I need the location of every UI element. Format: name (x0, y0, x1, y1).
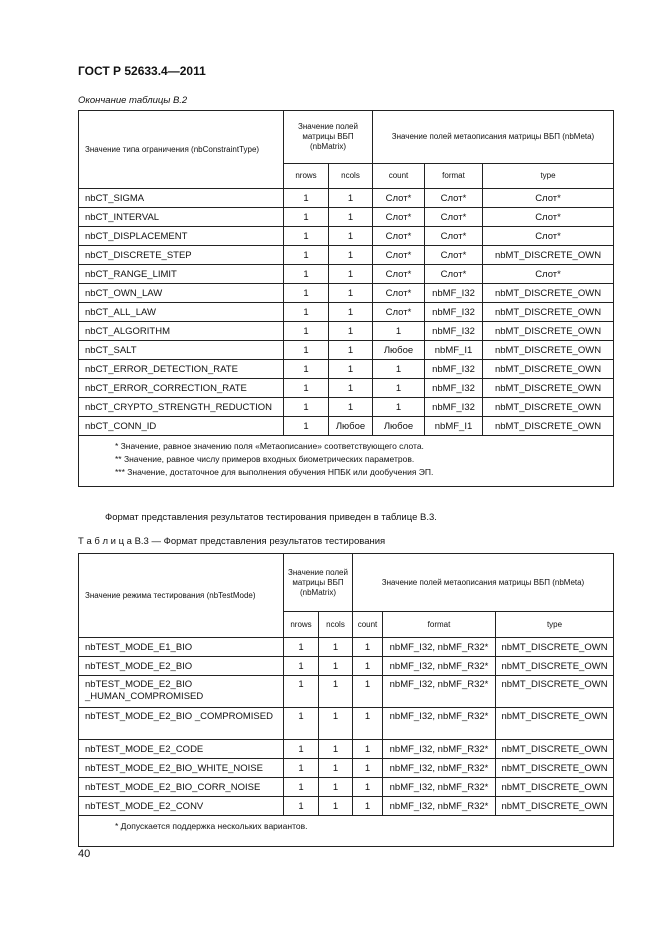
table-cell: Слот* (425, 208, 483, 227)
table-cell: nbMF_I32 (425, 303, 483, 322)
table-cell: nbMT_DISCRETE_OWN (496, 657, 614, 676)
table-cell: 1 (319, 797, 353, 816)
note-line: * Значение, равное значению поля «Метаописание» соответствующего слота. (115, 441, 424, 451)
header-count: count (353, 612, 383, 638)
row-name-cell: nbTEST_MODE_E2_CONV (79, 797, 284, 816)
test-mode-table (78, 553, 614, 847)
table-cell: nbMT_DISCRETE_OWN (483, 341, 614, 360)
row-name-cell: nbCT_DISCRETE_STEP (79, 246, 284, 265)
table-row (79, 265, 614, 284)
table-cell: nbMF_I1 (425, 417, 483, 436)
table-cell: nbMF_I32, nbMF_R32* (383, 657, 496, 676)
table-cell: 1 (329, 246, 373, 265)
header-matrix-fields: Значение полей матрицы ВБП (nbMatrix) (284, 111, 373, 164)
table2-notes (79, 816, 614, 847)
table-cell: nbMT_DISCRETE_OWN (483, 303, 614, 322)
table-cell: 1 (373, 322, 425, 341)
row-name-cell: nbCT_SIGMA (79, 189, 284, 208)
table-cell: 1 (373, 398, 425, 417)
page-number: 40 (78, 848, 91, 860)
table-cell: 1 (284, 227, 329, 246)
row-name-cell: nbCT_CONN_ID (79, 417, 284, 436)
table-cell: nbMT_DISCRETE_OWN (483, 417, 614, 436)
table-cell: 1 (319, 778, 353, 797)
header-constraint-type: Значение типа ограничения (nbConstraintType) (79, 111, 284, 189)
row-name-cell: nbTEST_MODE_E2_BIO _COMPROMISED (79, 708, 284, 740)
table-cell: Слот* (425, 265, 483, 284)
row-name-cell: nbTEST_MODE_E2_BIO_CORR_NOISE (79, 778, 284, 797)
row-name-cell: nbCT_ALL_LAW (79, 303, 284, 322)
header-test-mode: Значение режима тестирования (nbTestMode) (79, 554, 284, 638)
note-line: ** Значение, равное числу примеров входных биометрических параметров. (115, 454, 415, 464)
table-cell: nbMT_DISCRETE_OWN (483, 398, 614, 417)
table-cell: 1 (373, 360, 425, 379)
table-cell: Слот* (373, 265, 425, 284)
row-name-cell: nbCT_ERROR_DETECTION_RATE (79, 360, 284, 379)
table-row (79, 208, 614, 227)
table-cell: 1 (353, 797, 383, 816)
header-matrix-fields: Значение полей матрицы ВБП (nbMatrix) (284, 554, 353, 612)
table-cell: nbMT_DISCRETE_OWN (483, 360, 614, 379)
table-cell: Слот* (373, 303, 425, 322)
table-cell: 1 (284, 341, 329, 360)
header-nrows: nrows (284, 164, 329, 189)
table-cell: 1 (353, 759, 383, 778)
header-format: format (383, 612, 496, 638)
table-cell: 1 (319, 676, 353, 708)
table-row (79, 189, 614, 208)
header-meta-fields: Значение полей метаописания матрицы ВБП (nbMeta) (373, 111, 614, 164)
row-name-cell: nbCT_RANGE_LIMIT (79, 265, 284, 284)
table-cell: nbMF_I32 (425, 379, 483, 398)
table-cell: 1 (284, 759, 319, 778)
table-cell: 1 (319, 708, 353, 740)
header-type: type (483, 164, 614, 189)
table-cell: nbMF_I32, nbMF_R32* (383, 740, 496, 759)
table-cell: 1 (329, 265, 373, 284)
row-name-cell: nbTEST_MODE_E2_BIO_WHITE_NOISE (79, 759, 284, 778)
table-row (79, 284, 614, 303)
table-cell: 1 (284, 189, 329, 208)
table2-caption: Т а б л и ц а В.3 — Формат представления результатов тестирования (78, 536, 386, 547)
table-cell: 1 (353, 657, 383, 676)
table-cell: 1 (329, 322, 373, 341)
table-cell: Слот* (425, 189, 483, 208)
table-cell: nbMF_I32, nbMF_R32* (383, 638, 496, 657)
table-cell: nbMF_I32, nbMF_R32* (383, 708, 496, 740)
table-cell: Любое (373, 417, 425, 436)
header-format: format (425, 164, 483, 189)
table-cell: 1 (284, 417, 329, 436)
table-row (79, 417, 614, 436)
table-cell: 1 (284, 797, 319, 816)
table-cell: nbMF_I32 (425, 284, 483, 303)
table-row (79, 379, 614, 398)
row-name-cell: nbTEST_MODE_E1_BIO (79, 638, 284, 657)
table-cell: 1 (284, 303, 329, 322)
table-row (79, 708, 614, 740)
header-meta-fields: Значение полей метаописания матрицы ВБП (nbMeta) (353, 554, 614, 612)
table-cell: nbMT_DISCRETE_OWN (496, 797, 614, 816)
table-cell: 1 (284, 398, 329, 417)
table-cell: 1 (329, 303, 373, 322)
table-cell: 1 (329, 379, 373, 398)
table-cell: 1 (329, 341, 373, 360)
table-row (79, 322, 614, 341)
table-cell: 1 (284, 778, 319, 797)
table-cell: nbMT_DISCRETE_OWN (496, 708, 614, 740)
table-cell: 1 (284, 379, 329, 398)
table-cell: nbMT_DISCRETE_OWN (483, 284, 614, 303)
table-row (79, 740, 614, 759)
table-cell: 1 (329, 189, 373, 208)
table-cell: Любое (373, 341, 425, 360)
table-cell: Слот* (425, 246, 483, 265)
table-cell: 1 (319, 759, 353, 778)
table-cell: 1 (284, 284, 329, 303)
table-cell: nbMT_DISCRETE_OWN (496, 778, 614, 797)
table-cell: 1 (329, 284, 373, 303)
table-cell: 1 (329, 398, 373, 417)
table-cell: nbMF_I32, nbMF_R32* (383, 778, 496, 797)
row-name-cell: nbTEST_MODE_E2_BIO (79, 657, 284, 676)
row-name-cell: nbCT_CRYPTO_STRENGTH_REDUCTION (79, 398, 284, 417)
table-cell: Слот* (425, 227, 483, 246)
header-count: count (373, 164, 425, 189)
table-cell: nbMF_I32, nbMF_R32* (383, 676, 496, 708)
row-name-cell: nbCT_ERROR_CORRECTION_RATE (79, 379, 284, 398)
table-row (79, 797, 614, 816)
table-cell: 1 (284, 657, 319, 676)
table-row (79, 778, 614, 797)
table-cell: 1 (319, 657, 353, 676)
table-cell: Слот* (373, 284, 425, 303)
table-cell: Слот* (483, 265, 614, 284)
table-cell: 1 (319, 638, 353, 657)
table-cell: Слот* (483, 208, 614, 227)
table-cell: Любое (329, 417, 373, 436)
header-nrows: nrows (284, 612, 319, 638)
table-cell: Слот* (483, 227, 614, 246)
table-row (79, 398, 614, 417)
table-row (79, 759, 614, 778)
table1-notes (79, 436, 614, 487)
table-cell: 1 (284, 208, 329, 227)
header-ncols: ncols (329, 164, 373, 189)
table-cell: 1 (329, 227, 373, 246)
table-cell: 1 (353, 740, 383, 759)
row-name-cell: nbCT_OWN_LAW (79, 284, 284, 303)
table-cell: nbMF_I32, nbMF_R32* (383, 797, 496, 816)
table-row (79, 303, 614, 322)
table-cell: 1 (329, 360, 373, 379)
row-name-cell: nbTEST_MODE_E2_CODE (79, 740, 284, 759)
table-cell: 1 (284, 322, 329, 341)
table-cell: nbMT_DISCRETE_OWN (483, 379, 614, 398)
constraint-type-table (78, 110, 614, 487)
row-name-cell: nbCT_INTERVAL (79, 208, 284, 227)
table-cell: 1 (284, 246, 329, 265)
row-name-cell: nbCT_SALT (79, 341, 284, 360)
table-row (79, 676, 614, 708)
table-cell: nbMT_DISCRETE_OWN (483, 322, 614, 341)
table-cell: 1 (284, 360, 329, 379)
table-row (79, 246, 614, 265)
header-ncols: ncols (319, 612, 353, 638)
row-name-cell: nbCT_ALGORITHM (79, 322, 284, 341)
note-line: *** Значение, достаточное для выполнения обучения НПБК или дообучения ЭП. (115, 467, 434, 477)
table-cell: Слот* (373, 208, 425, 227)
table-cell: 1 (353, 638, 383, 657)
header-type: type (496, 612, 614, 638)
table-cell: nbMT_DISCRETE_OWN (496, 740, 614, 759)
table-row (79, 657, 614, 676)
table-cell: nbMF_I32, nbMF_R32* (383, 759, 496, 778)
table-cell: nbMF_I1 (425, 341, 483, 360)
note-line: * Допускается поддержка нескольких вариантов. (115, 821, 308, 831)
row-name-cell: nbCT_DISPLACEMENT (79, 227, 284, 246)
table-row (79, 360, 614, 379)
table-cell: Слот* (373, 189, 425, 208)
table-cell: nbMF_I32 (425, 360, 483, 379)
table-cell: Слот* (483, 189, 614, 208)
table-cell: 1 (284, 676, 319, 708)
table-cell: nbMF_I32 (425, 398, 483, 417)
table-cell: 1 (319, 740, 353, 759)
table-cell: 1 (284, 708, 319, 740)
table-cell: Слот* (373, 227, 425, 246)
table-row (79, 341, 614, 360)
table-cell: nbMT_DISCRETE_OWN (496, 759, 614, 778)
table-cell: 1 (353, 708, 383, 740)
table-cell: 1 (284, 638, 319, 657)
table-cell: Слот* (373, 246, 425, 265)
document-title: ГОСТ Р 52633.4—2011 (78, 64, 206, 78)
table-cell: 1 (353, 778, 383, 797)
table-cell: nbMT_DISCRETE_OWN (483, 246, 614, 265)
table-cell: nbMT_DISCRETE_OWN (496, 676, 614, 708)
table-cell: 1 (329, 208, 373, 227)
body-paragraph: Формат представления результатов тестирования приведен в таблице В.3. (105, 512, 437, 523)
table-cell: 1 (353, 676, 383, 708)
table-row (79, 638, 614, 657)
table1-caption: Окончание таблицы В.2 (78, 95, 188, 106)
row-name-cell: nbTEST_MODE_E2_BIO _HUMAN_COMPROMISED (79, 676, 284, 708)
table-cell: 1 (284, 740, 319, 759)
table-row (79, 227, 614, 246)
table-cell: nbMF_I32 (425, 322, 483, 341)
table-cell: nbMT_DISCRETE_OWN (496, 638, 614, 657)
table-cell: 1 (284, 265, 329, 284)
table-cell: 1 (373, 379, 425, 398)
